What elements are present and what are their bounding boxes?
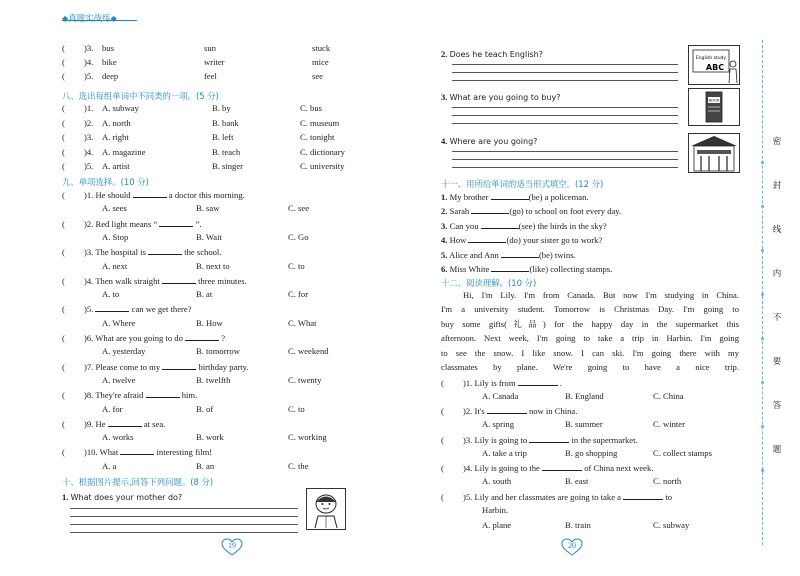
seal-character: 封 (772, 181, 782, 191)
question-text-after: can we get there? (131, 304, 192, 315)
option-b: B. next to (196, 260, 230, 271)
option-a: A. plane (482, 519, 512, 530)
option-b: B. left (212, 132, 234, 142)
answer-blank[interactable] (491, 263, 529, 272)
answer-blank[interactable] (146, 389, 180, 398)
option-a: A. twelve (102, 374, 136, 385)
option-b: writer (204, 57, 225, 67)
option-a: A. for (102, 403, 123, 414)
option-b: B. at (196, 289, 213, 300)
answer-blank[interactable] (162, 361, 196, 370)
page-number-right-text: 20 (568, 541, 576, 550)
paren: ( (62, 333, 65, 343)
option-a: A. right (102, 132, 129, 142)
paren: ( (441, 406, 444, 416)
question-text: What are you going to buy? (449, 93, 561, 102)
question-text: Where are you going? (449, 137, 538, 146)
question-text: What does your mother do? (70, 493, 183, 502)
question-text-before: Please come to my (95, 361, 161, 372)
question-10-3 (441, 92, 560, 103)
answer-blank[interactable] (148, 246, 182, 255)
answer-line (452, 167, 678, 168)
option-b: B. by (212, 103, 231, 113)
question-text-before: Then walk straight (95, 275, 160, 286)
item-number: )3. (84, 247, 94, 258)
item-number: )4. (84, 57, 94, 67)
paren: ( (62, 390, 65, 401)
answer-line (452, 72, 678, 73)
option-c: see (312, 71, 323, 81)
option-b: B. tomorrow (196, 346, 240, 357)
question-text-after: in the supermarket. (571, 435, 638, 445)
question-text-after: him. (181, 390, 198, 401)
option-c: C. university (300, 161, 345, 171)
question-row (62, 246, 221, 258)
option-c: C. north (653, 476, 682, 487)
item-number: )6. (84, 333, 94, 343)
question-text-after: birthday party. (198, 361, 249, 372)
question-10-4 (441, 136, 537, 147)
option-a: A. magazine (102, 146, 146, 157)
answer-line (452, 123, 678, 124)
item-number: )1. (84, 103, 94, 113)
answer-blank[interactable] (481, 220, 519, 229)
item-number: )2. (84, 117, 94, 128)
answer-line (70, 516, 298, 517)
item-number: )7. (84, 361, 94, 372)
answer-blank[interactable] (133, 189, 167, 198)
sentence-before: Alice and Ann (449, 249, 499, 260)
passage-line: classmates by plane. We're going to have a nice trip. (441, 362, 739, 372)
banner: ◆真题实战练◆ (62, 14, 117, 24)
option-c: C. dictionary (300, 146, 345, 157)
option-a: A. north (102, 117, 131, 128)
seal-character: 答 (772, 401, 782, 411)
question-10-2 (441, 49, 543, 60)
answer-blank[interactable] (108, 418, 142, 427)
question-text-before: He should (95, 190, 131, 200)
seal-dot (761, 381, 764, 384)
option-a: A. works (102, 432, 134, 443)
paren: ( (62, 447, 65, 458)
option-c: C. weekend (288, 346, 329, 357)
question-text-before: What are you going to do (95, 333, 183, 343)
option-a: A. sees (102, 203, 127, 214)
paren: ( (62, 361, 65, 372)
question-row (62, 218, 202, 230)
option-b: B. England (565, 391, 604, 402)
option-b: B. work (196, 432, 224, 443)
seal-character: 要 (772, 357, 782, 367)
seal-dot (761, 205, 764, 208)
question-row (62, 361, 249, 373)
question-text-before: Red light means “ (95, 218, 158, 229)
item-number: )3. (84, 43, 94, 53)
paren: ( (62, 103, 65, 113)
option-a: bike (102, 57, 117, 67)
question-number: 2. (441, 49, 448, 59)
item-number: )4. (84, 146, 94, 157)
paren: ( (62, 247, 65, 258)
answer-blank[interactable] (623, 491, 663, 500)
sentence-before: My brother (449, 192, 489, 202)
option-c: C. collect stamps (653, 448, 712, 459)
item-number: )1. (84, 190, 94, 200)
option-a: A. Stop (102, 231, 129, 242)
option-c: C. China (653, 391, 684, 402)
paren: ( (62, 161, 65, 171)
option-a: deep (102, 71, 119, 81)
book-illustration (689, 89, 739, 125)
question-row (62, 189, 245, 201)
option-c: C. winter (653, 419, 685, 430)
question-text-after: . (559, 378, 562, 388)
seal-dot (761, 425, 764, 428)
answer-blank[interactable] (162, 275, 196, 284)
answer-blank[interactable] (501, 249, 539, 258)
item-number: )3. (463, 435, 473, 445)
answer-line (452, 159, 678, 160)
sentence-after: (go) to school on foot every day. (509, 206, 622, 217)
classroom-illustration (689, 46, 739, 84)
question-text-after: a doctor this morning. (168, 190, 245, 200)
option-c: C. Go (288, 231, 309, 242)
option-b: B. east (565, 476, 589, 487)
question-row (62, 389, 197, 401)
answer-line (70, 532, 298, 533)
item-number: )8. (84, 390, 94, 401)
passage-line: Hi, I'm Lily. I'm from Canada. But now I'm studying in China. (463, 290, 739, 300)
item-number: 4. (441, 235, 448, 246)
option-b: B. singer (212, 161, 244, 171)
item-number: )9. (84, 418, 94, 429)
seal-dot (761, 469, 764, 472)
sentence-after: (be) twins. (538, 249, 576, 260)
option-a: A. to (102, 289, 120, 300)
question-text-before: They're afraid (95, 390, 144, 401)
seal-character: 不 (772, 313, 782, 323)
passage-line: afternoon. Next week, I'm going to take a trip in Harbin. I'm going (441, 333, 739, 344)
option-c: C. twenty (288, 374, 322, 385)
paren: ( (62, 132, 65, 142)
question-row (62, 446, 212, 458)
answer-blank[interactable] (185, 332, 219, 341)
question-row (62, 303, 192, 315)
section11-title: 十一、用所给单词的适当形式填空。(12 分) (441, 179, 604, 189)
question-continuation: Harbin. (482, 505, 509, 516)
sentence-after: (do) your sister go to work? (506, 235, 603, 246)
fill-row (441, 263, 612, 275)
picture-book (688, 88, 740, 126)
seal-dot (761, 337, 764, 340)
item-number: )5. (463, 492, 473, 502)
item-number: )2. (463, 406, 473, 416)
paren: ( (62, 218, 65, 229)
seal-dot (761, 293, 764, 296)
option-b: B. go shopping (565, 448, 618, 459)
answer-blank[interactable] (468, 234, 506, 243)
item-number: 2. (441, 206, 448, 217)
paren: ( (62, 146, 65, 157)
sentence-before: Can you (449, 220, 479, 231)
item-number: )5. (84, 71, 94, 81)
paren: ( (62, 304, 65, 315)
option-c: C. see (288, 203, 310, 214)
sentence-before: How (449, 235, 467, 246)
paren: ( (62, 57, 65, 67)
item-number: )2. (84, 218, 94, 229)
option-a: A. a (102, 460, 117, 471)
question-text-before: Lily and her classmates are going to take a (474, 492, 621, 502)
question-text-after: three minutes. (198, 275, 247, 286)
board-letters: ABC (705, 63, 725, 72)
option-a: A. Canada (482, 391, 519, 402)
option-b: B. train (565, 519, 591, 530)
answer-line (452, 151, 678, 152)
option-c: C. What (288, 317, 317, 328)
option-c: C. subway (653, 519, 690, 530)
option-a: A. artist (102, 161, 130, 171)
question-row (62, 332, 225, 344)
item-number: )4. (84, 275, 94, 286)
question-number: 4. (441, 136, 448, 146)
option-a: A. spring (482, 419, 514, 430)
paren: ( (62, 418, 65, 429)
option-a: A. take a trip (482, 448, 527, 459)
section9-title: 九、单项选择。(10 分) (62, 177, 149, 187)
question-text-before: It's (474, 406, 485, 416)
picture-woman (306, 488, 346, 530)
option-b: B. saw (196, 203, 220, 214)
section10-title: 十、根据图片提示,回答下列问题。(8 分) (62, 477, 214, 487)
option-c: C. to (288, 403, 305, 414)
question-row (441, 405, 577, 417)
answer-line (452, 107, 678, 108)
option-c: C. bus (300, 103, 322, 113)
item-number: )10. (84, 447, 98, 458)
item-number: )4. (463, 463, 473, 473)
answer-line (70, 508, 298, 509)
seal-dot (761, 249, 764, 252)
paren: ( (441, 492, 444, 502)
answer-line (70, 524, 298, 525)
question-text-before: Lily is from (474, 378, 516, 388)
paren: ( (62, 71, 65, 81)
banner-text: 真题实战练 (68, 14, 111, 24)
fill-row (441, 220, 607, 232)
option-c: C. tonight (300, 132, 335, 142)
option-c: mice (312, 57, 329, 67)
board-caption: English study (695, 56, 727, 61)
fill-row (441, 191, 589, 203)
answer-blank[interactable] (159, 218, 193, 227)
passage-line: to see the snow. I like snow. I can ski. I'm going there with my (441, 347, 739, 358)
sentence-after: (be) a policeman. (528, 192, 589, 202)
banner-underline (62, 20, 137, 21)
option-b: B. an (196, 460, 215, 471)
answer-blank[interactable] (491, 191, 529, 200)
item-number: )1. (463, 378, 473, 388)
question-row (441, 434, 638, 446)
question-text-after: to (665, 492, 672, 502)
item-number: 1. (441, 192, 448, 202)
option-c: C. for (288, 289, 309, 300)
option-b: sun (204, 43, 216, 53)
fill-row (441, 249, 576, 261)
option-b: B. Wait (196, 231, 222, 242)
question-text-after: the school. (184, 247, 222, 258)
answer-blank[interactable] (471, 205, 509, 214)
item-number: )3. (84, 132, 94, 142)
sentence-after: (like) collecting stamps. (529, 264, 613, 274)
question-text-before: The hospital is (95, 247, 146, 258)
question-text-after: now in China. (528, 406, 578, 416)
option-b: B. teach (212, 146, 241, 157)
item-number: )5. (84, 161, 94, 171)
answer-blank[interactable] (529, 434, 569, 443)
book-label: BOOK (708, 97, 720, 103)
option-b: B. summer (565, 419, 603, 430)
picture-building (688, 133, 740, 173)
sentence-before: Miss White (449, 264, 490, 274)
question-row (441, 491, 672, 503)
page-number-left (221, 538, 243, 561)
answer-line (452, 115, 678, 116)
answer-line (452, 80, 678, 81)
option-c: C. to (288, 260, 305, 271)
option-b: B. of (196, 403, 214, 414)
option-b: feel (204, 71, 217, 81)
question-text-after: ”. (195, 218, 202, 229)
question-text-after: ? (221, 333, 226, 343)
section8-title: 八、选出每组单词中不同类的一项。(5 分) (62, 91, 219, 101)
answer-blank[interactable] (95, 303, 129, 312)
question-text-after: at sea. (143, 418, 166, 429)
question-row (441, 377, 562, 389)
option-b: B. bank (212, 117, 239, 128)
option-c: stuck (312, 43, 331, 53)
option-a: A. yesterday (102, 346, 146, 357)
option-b: B. How (196, 317, 223, 328)
paren: ( (441, 463, 444, 473)
picture-classroom (688, 45, 740, 85)
question-row (62, 418, 165, 430)
question-text-after: interesting film! (156, 447, 213, 458)
question-text-after: of China next week. (584, 463, 654, 473)
item-number: 5. (441, 249, 448, 260)
question-text-before: He (95, 418, 106, 429)
page-number-right (561, 538, 583, 561)
item-number: 6. (441, 264, 448, 274)
section12-title: 十二、阅读理解。(10 分) (441, 278, 537, 288)
answer-blank[interactable] (487, 405, 527, 414)
paren: ( (441, 435, 444, 445)
passage-line: buy some gifts(礼品) for the happy day in the supermarket this (441, 318, 739, 329)
question-text-before: Lily is going to the (474, 463, 540, 473)
passage-line: I'm a university student. Tomorrow is Christmas Day. I'm going to (441, 304, 739, 315)
page-number-left-text: 19 (228, 541, 236, 550)
option-a: A. Where (102, 317, 136, 328)
seal-character: 密 (772, 137, 782, 147)
question-number: 1. (62, 492, 69, 502)
woman-illustration (307, 489, 345, 529)
paren: ( (62, 190, 65, 200)
paren: ( (62, 117, 65, 128)
item-number: )5. (84, 304, 94, 315)
question-text-before: Lily is going to (474, 435, 528, 445)
option-a: bus (102, 43, 114, 53)
paren: ( (441, 378, 444, 388)
answer-blank[interactable] (120, 446, 154, 455)
seal-character: 题 (772, 445, 782, 455)
building-illustration (689, 134, 739, 172)
question-row (441, 462, 653, 474)
paren: ( (62, 43, 65, 53)
option-b: B. twelfth (196, 374, 231, 385)
seal-character: 内 (772, 269, 782, 279)
seal-dot (761, 161, 764, 164)
seal-character: 线 (772, 225, 782, 235)
question-row (62, 275, 247, 287)
item-number: 3. (441, 220, 448, 231)
question-text: Does he teach English? (449, 50, 543, 59)
option-c: C. the (288, 460, 309, 471)
sentence-before: Sarah (449, 206, 470, 217)
option-c: C. museum (300, 117, 340, 128)
fill-row (441, 234, 602, 246)
question-text-before: What (99, 447, 119, 458)
fill-row (441, 205, 621, 217)
answer-line (452, 64, 678, 65)
option-a: A. south (482, 476, 512, 487)
answer-blank[interactable] (518, 377, 558, 386)
option-c: C. working (288, 432, 327, 443)
option-a: A. next (102, 260, 128, 271)
sentence-after: (see) the birds in the sky? (518, 220, 607, 231)
answer-blank[interactable] (542, 462, 582, 471)
question-number: 3. (441, 92, 448, 102)
option-a: A. subway (102, 103, 139, 113)
question-10-1 (62, 492, 182, 503)
paren: ( (62, 275, 65, 286)
